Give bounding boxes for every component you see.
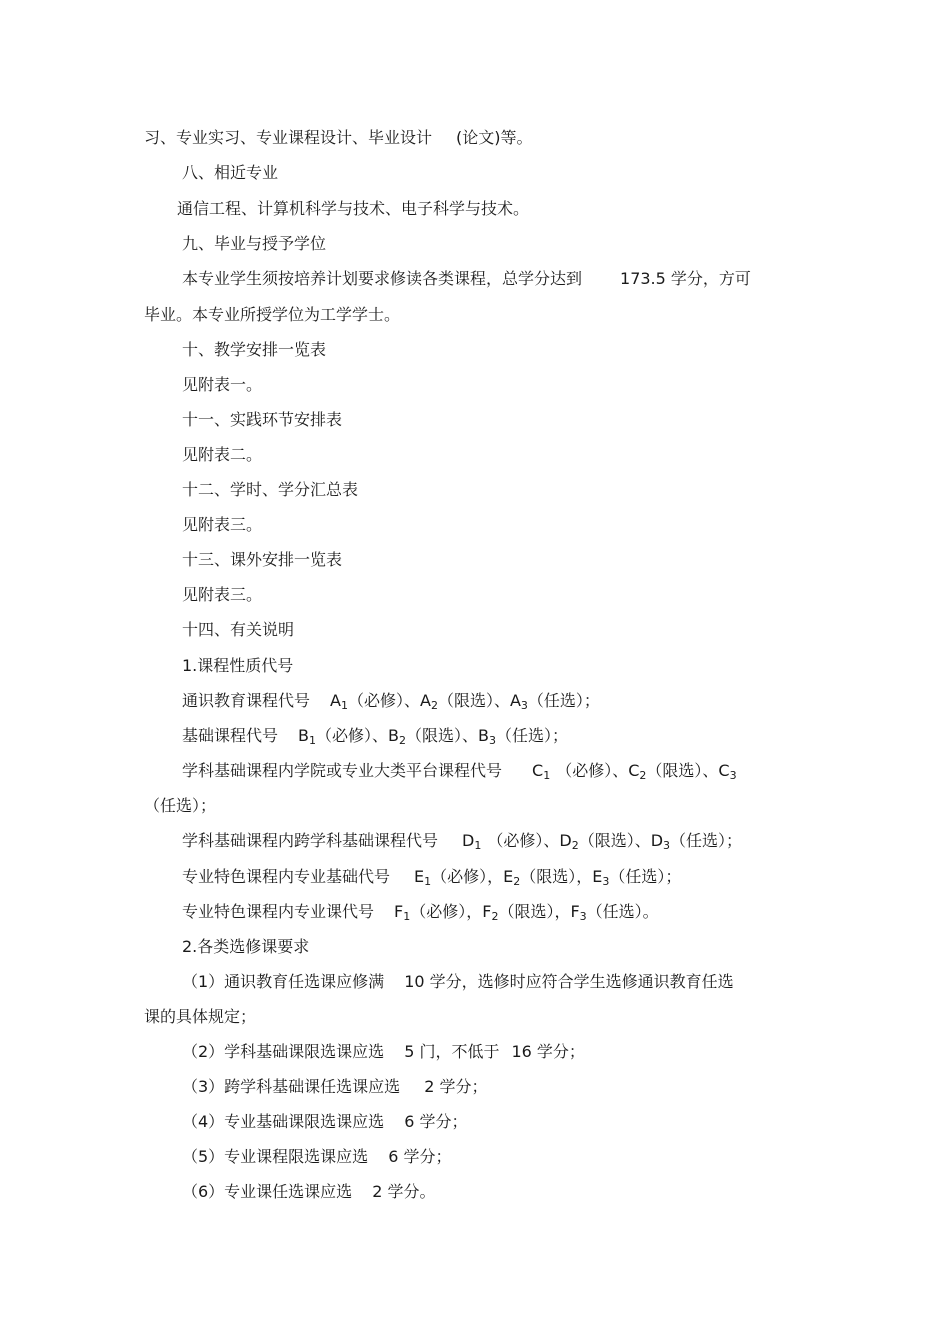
text-line: 毕业。本专业所授学位为工学学士。: [144, 305, 401, 324]
text: 习、专业实习、专业课程设计、毕业设计: [144, 128, 433, 147]
section-heading-11: 十一、实践环节安排表: [182, 410, 343, 429]
section-heading-12: 十二、学时、学分汇总表: [182, 480, 359, 499]
text-line: 见附表一。: [182, 375, 263, 394]
text-line: 本专业学生须按培养计划要求修读各类课程，总学分达到 173.5 学分，方可: [182, 269, 751, 288]
section-heading-9: 九、毕业与授予学位: [182, 234, 327, 253]
text: (论文)等。: [456, 128, 533, 147]
subsection-heading: 2.各类选修课要求: [182, 937, 310, 956]
text-line: 通信工程、计算机科学与技术、电子科学与技术。: [177, 199, 530, 218]
course-code-line: 专业特色课程内专业课代号 $F_1$（必修），$F_2$（限选），$F_3$（任选）。: [182, 902, 659, 923]
section-heading-14: 十四、有关说明: [182, 620, 295, 639]
course-code-line: 专业特色课程内专业基础代号 $E_1$（必修），$E_2$（限选），$E_3$（任选）；: [182, 867, 682, 888]
course-code-line: 学科基础课程内跨学科基础课程代号 $D_1$ （必修）、$D_2$（限选）、$D_3$（任选）；: [182, 831, 743, 852]
text-line: （任选）；: [144, 796, 217, 815]
requirement-item: （1）通识教育任选课应修满 10 学分，选修时应符合学生选修通识教育任选: [182, 972, 734, 991]
text-line: 课的具体规定；: [144, 1007, 257, 1026]
text-line: 见附表三。: [182, 515, 263, 534]
section-heading-10: 十、教学安排一览表: [182, 340, 327, 359]
requirement-item: （3）跨学科基础课任选课应选 2 学分；: [182, 1077, 488, 1096]
course-code-line: 基础课程代号 $B_1$（必修）、$B_2$（限选）、$B_3$（任选）；: [182, 726, 569, 747]
course-code-line: 通识教育课程代号 $A_1$（必修）、$A_2$（限选）、$A_3$（任选）；: [182, 691, 600, 712]
requirement-item: （2）学科基础课限选课应选 5 门，不低于 16 学分；: [182, 1042, 585, 1061]
text-line: 见附表二。: [182, 445, 263, 464]
text-line: 见附表三。: [182, 585, 263, 604]
text-line: [144, 127, 533, 149]
requirement-item: （6）专业课任选课应选 2 学分。: [182, 1182, 436, 1201]
subsection-heading: 1.课程性质代号: [182, 656, 294, 675]
requirement-item: （4）专业基础课限选课应选 6 学分；: [182, 1112, 468, 1131]
section-heading-13: 十三、课外安排一览表: [182, 550, 343, 569]
requirement-item: （5）专业课程限选课应选 6 学分；: [182, 1147, 452, 1166]
course-code-line: 学科基础课程内学院或专业大类平台课程代号 $C_1$ （必修）、$C_2$（限选）、$C_3$: [182, 761, 737, 782]
section-heading-8: 八、相近专业: [182, 163, 279, 182]
